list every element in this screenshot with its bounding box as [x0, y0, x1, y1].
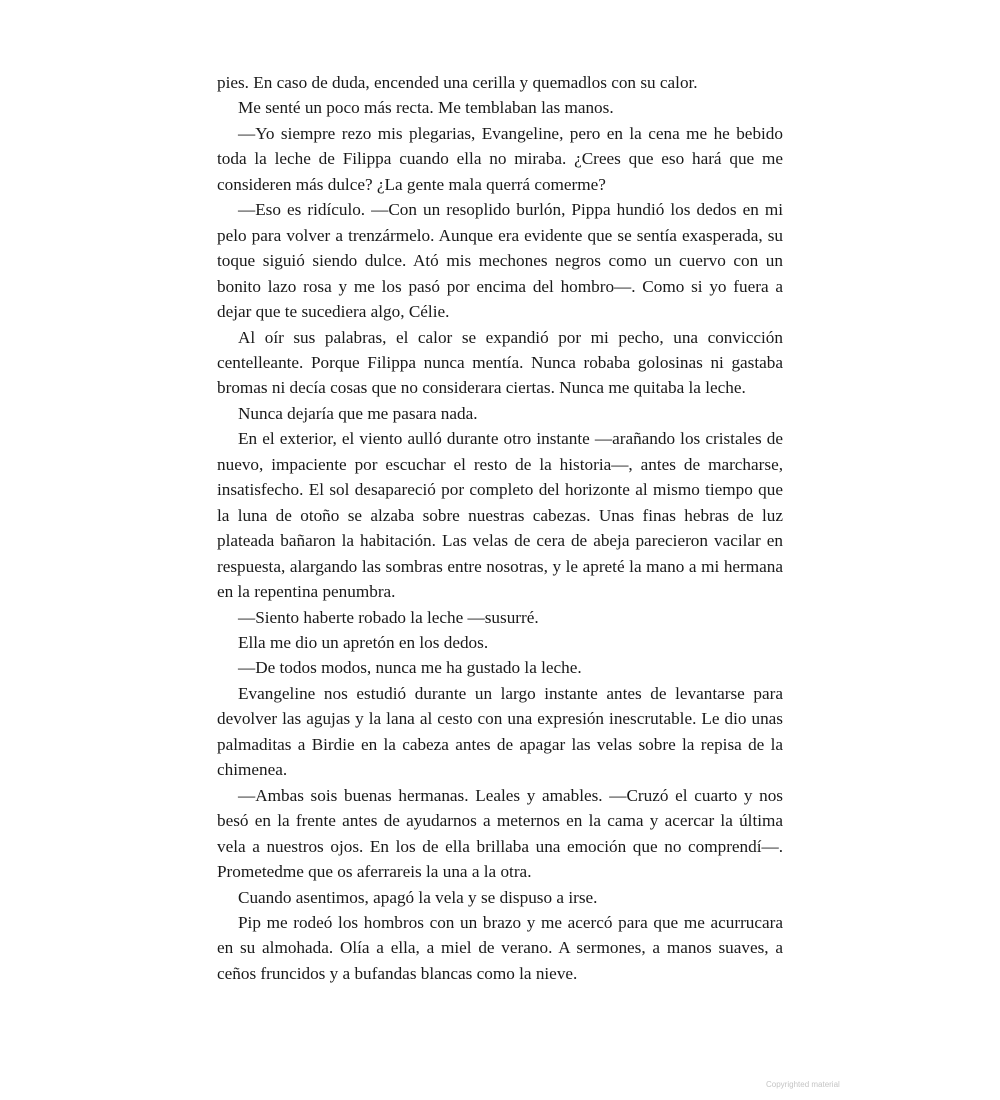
paragraph: —Ambas sois buenas hermanas. Leales y amables. —Cruzó el cuarto y nos besó en la frente antes de ayudarnos a meternos en la cama y acercar la última vela a nuestros ojos. En los de ella brillaba una emoción que no comprendí—. Prometedme que os aferrareis la una a la otra.	[217, 785, 783, 882]
paragraph: —Yo siempre rezo mis plegarias, Evangeline, pero en la cena me he bebido toda la leche de Filippa cuando ella no miraba. ¿Crees que eso hará que me consideren más dulce? ¿La gente mala querrá comerme?	[217, 123, 783, 194]
paragraph: —Siento haberte robado la leche —susurré.	[238, 607, 539, 627]
paragraph: Al oír sus palabras, el calor se expandió por mi pecho, una convicción centelleante. Porque Filippa nunca mentía. Nunca robaba golosinas ni gastaba bromas ni decía cosas que no considerara ciertas. Nunca me quitaba la leche.	[217, 327, 783, 398]
paragraph: —Eso es ridículo. —Con un resoplido burlón, Pippa hundió los dedos en mi pelo para volver a trenzármelo. Aunque era evidente que se sentía exasperada, su toque siguió siendo dulce. Ató mis mechones negros como un cuervo con un bonito lazo rosa y me los pasó por encima del hombro—. Como si yo fuera a dejar que te sucediera algo, Célie.	[217, 200, 783, 322]
paragraph: Pip me rodeó los hombros con un brazo y me acercó para que me acurrucara en su almohada. Olía a ella, a miel de verano. A sermones, a manos suaves, a ceños fruncidos y a bufandas blancas como la nieve.	[217, 912, 783, 983]
paragraph: Ella me dio un apretón en los dedos.	[238, 632, 489, 652]
paragraph: —De todos modos, nunca me ha gustado la leche.	[238, 658, 582, 678]
paragraph: Evangeline nos estudió durante un largo instante antes de levantarse para devolver las agujas y la lana al cesto con una expresión inescrutable. Le dio unas palmaditas a Birdie en la cabeza antes de apagar las velas sobre la repisa de la chimenea.	[217, 683, 783, 780]
paragraph: Nunca dejaría que me pasara nada.	[238, 403, 478, 423]
paragraph: Cuando asentimos, apagó la vela y se dispuso a irse.	[238, 887, 598, 907]
paragraph: Me senté un poco más recta. Me temblaban las manos.	[238, 98, 614, 118]
paragraph: En el exterior, el viento aulló durante otro instante —arañando los cristales de nuevo, impaciente por escuchar el resto de la historia—, antes de marcharse, insatisfecho. El sol desapareció por completo del horizonte al mismo tiempo que la luna de otoño se alzaba sobre nuestras cabezas. Unas finas hebras de luz plateada bañaron la habitación. Las velas de cera de abeja parecieron vacilar en respuesta, alargando las sombras entre nosotras, y le apreté la mano a mi hermana en la repentina penumbra.	[217, 429, 783, 602]
copyright-watermark: Copyrighted material	[766, 1080, 840, 1089]
book-page-text	[217, 70, 783, 986]
paragraph: pies. En caso de duda, encended una cerilla y quemadlos con su calor.	[217, 73, 698, 92]
